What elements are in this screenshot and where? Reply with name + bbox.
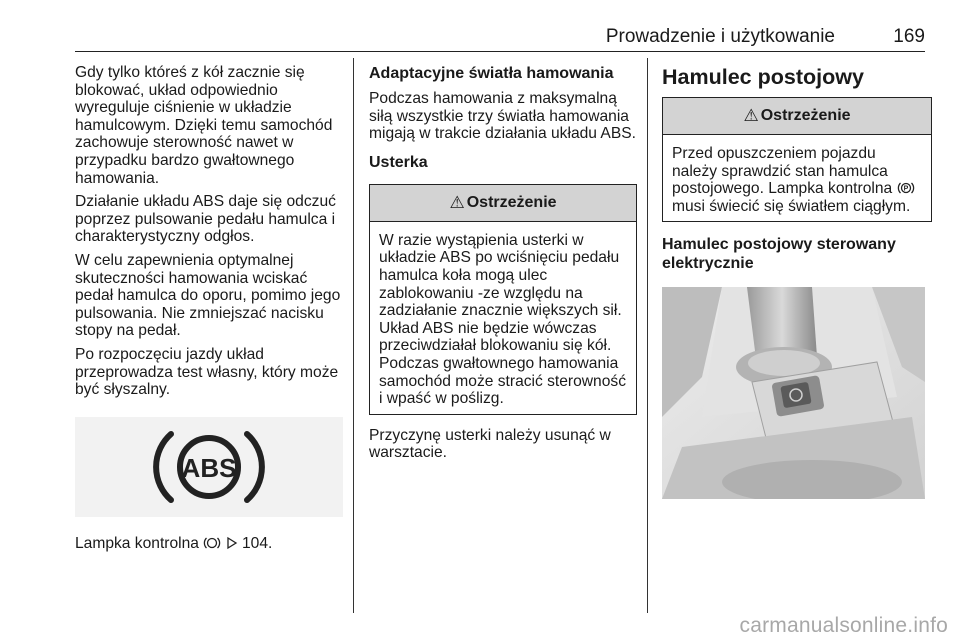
paragraph: Przyczynę usterki należy usunąć w warsztacie.	[369, 426, 611, 462]
section-heading: Hamulec postojowy	[662, 65, 864, 89]
parking-brake-indicator-icon	[897, 181, 915, 195]
abs-indicator-icon	[144, 422, 274, 512]
paragraph: W celu zapewnienia optymalnej skuteczności hamowania wciskać pedał hamulca do oporu, pomimo jego pulsowania. Nie zmniejszać nacisku stopy na pedał.	[75, 251, 341, 340]
warning-text: Przed opuszczeniem pojazdu należy sprawdzić stan hamulca postojowego. Lampka kontrolna	[672, 145, 893, 198]
svg-text:P: P	[903, 185, 908, 193]
abs-indicator-figure	[75, 417, 343, 517]
paragraph: Po rozpoczęciu jazdy układ przeprowadza test własny, który może być słyszalny.	[75, 345, 339, 399]
page-header	[75, 26, 925, 52]
warning-triangle-icon: ⚠	[449, 192, 465, 212]
reference-line	[75, 535, 343, 553]
page-reference-arrow-icon[interactable]	[226, 536, 238, 550]
column-abs-text	[75, 64, 343, 558]
reference-text: Lampka kontrolna	[75, 534, 199, 552]
column-divider	[647, 58, 648, 613]
abs-indicator-label: ABS	[181, 452, 237, 483]
warning-text: W razie wystąpienia usterki w układzie ABS po wciśnięciu pedału hamulca koła mogą ulec zablokowaniu -ze względu na zadziałanie znacznie większych sił. Układ ABS nie będzie wówczas przeciwdziałał blokowaniu się kół. Podczas gwałtownego hamowania samochód może stracić sterowność i wpaść w poślizg.	[379, 231, 626, 408]
subsection-heading: Hamulec postojowy sterowany elektrycznie	[662, 236, 896, 272]
warning-header	[663, 98, 931, 135]
warning-box	[369, 184, 637, 415]
electric-parking-brake-photo	[662, 287, 925, 499]
abs-small-icon	[203, 536, 221, 550]
warning-body	[663, 135, 931, 221]
paragraph: Gdy tylko któreś z kół zacznie się blokować, układ odpowiednio wyreguluje ciśnienie w układzie hamulcowym. Dzięki temu samochód zachowuje sterowność nawet w przypadku bardzo gwałtownego hamowania.	[75, 64, 333, 187]
warning-title: Ostrzeżenie	[760, 107, 851, 124]
column-parking-brake	[662, 64, 932, 504]
page-header-title: Prowadzenie i użytkowanie	[605, 26, 835, 47]
column-divider	[353, 58, 354, 613]
warning-triangle-icon: ⚠	[743, 106, 759, 125]
warning-box	[662, 97, 932, 222]
page-number: 169	[893, 26, 925, 47]
column-brake-lights	[369, 64, 637, 468]
paragraph: Działanie układu ABS daje się odczuć poprzez pulsowanie pedału hamulca i charakterystyczny odgłos.	[75, 193, 336, 246]
warning-title: Ostrzeżenie	[466, 193, 557, 211]
watermark: carmanualsonline.info	[739, 614, 948, 637]
subsection-heading: Usterka	[369, 153, 428, 171]
warning-text: musi świecić się światłem ciągłym.	[672, 197, 911, 215]
paragraph: Podczas hamowania z maksymalną siłą wszystkie trzy światła hamowania migają w trakcie działania układu ABS.	[369, 90, 636, 143]
section-heading: Adaptacyjne światła hamowania	[369, 65, 614, 82]
warning-header	[370, 185, 636, 222]
reference-page[interactable]: 104.	[242, 534, 273, 552]
